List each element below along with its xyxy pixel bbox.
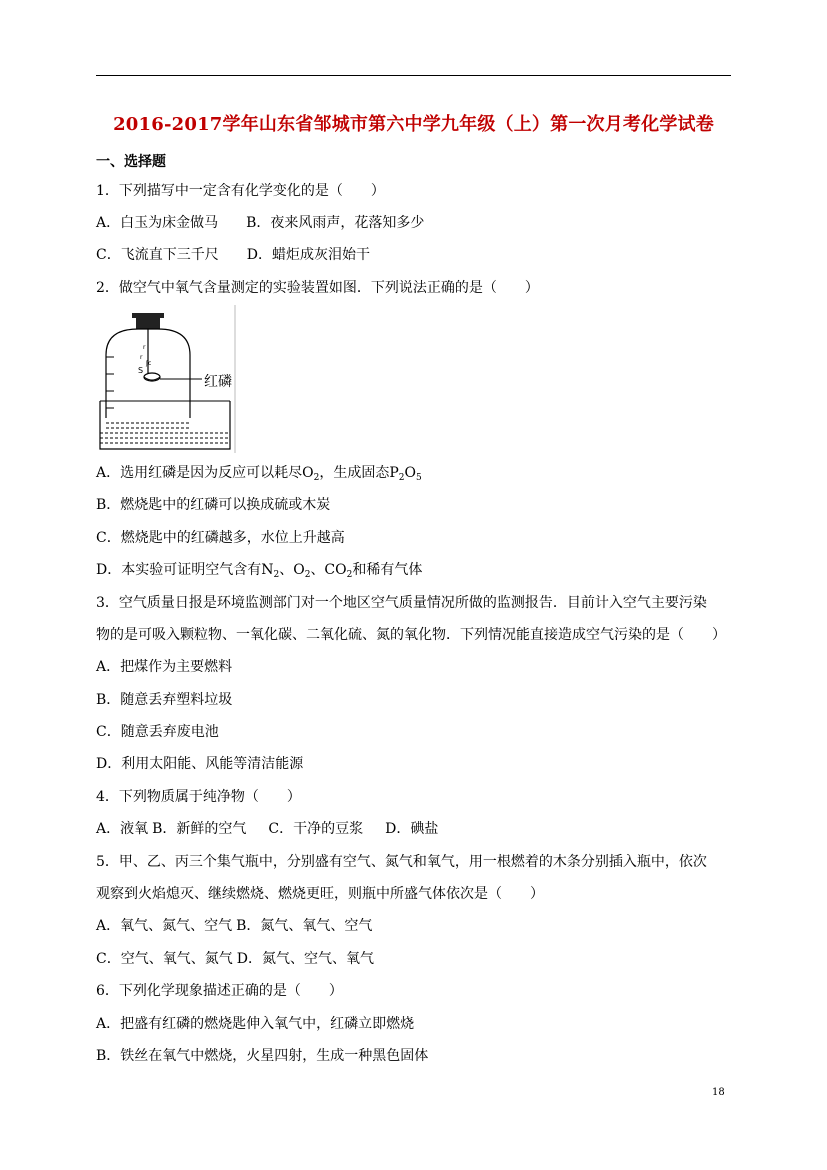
q6-stem: 6．下列化学现象描述正确的是（ ） bbox=[96, 983, 343, 999]
q3-option-d: D．利用太阳能、风能等清洁能源 bbox=[96, 756, 304, 772]
q4-option-a: A．液氧 bbox=[96, 821, 149, 837]
q1-options-ab bbox=[96, 214, 424, 232]
page-number: 18 bbox=[712, 1087, 725, 1098]
svg-text:ʃc: ʃc bbox=[146, 360, 152, 367]
q1-option-a: A．白玉为床金做马 bbox=[96, 215, 219, 231]
svg-text:r: r bbox=[140, 354, 143, 361]
q4-options bbox=[96, 820, 438, 838]
page-title: 2016-2017学年山东省邹城市第六中学九年级（上）第一次月考化学试卷 bbox=[113, 114, 714, 135]
svg-text:r: r bbox=[143, 344, 146, 351]
q5-options-ab bbox=[96, 917, 372, 935]
q5-stem-line1: 5．甲、乙、丙三个集气瓶中，分别盛有空气、氮气和氧气，用一根燃着的木条分别插入瓶中，依次 bbox=[96, 854, 707, 870]
q1-option-b: B．夜来风雨声，花落知多少 bbox=[246, 215, 425, 231]
q2-option-a: A．选用红磷是因为反应可以耗尽$O_2$，生成固态$P_2O_5$ bbox=[96, 465, 422, 483]
q4-option-b: B．新鲜的空气 bbox=[152, 821, 247, 837]
q5-options-cd bbox=[96, 950, 374, 968]
q3-stem-line2: 物的是可吸入颗粒物、一氧化碳、二氧化硫、氮的氧化物．下列情况能直接造成空气污染的是（ ） bbox=[96, 627, 726, 643]
q4-option-c: C．干净的豆浆 bbox=[268, 821, 364, 837]
q1-option-d: D．蜡炬成灰泪始干 bbox=[246, 247, 370, 263]
stopper-icon bbox=[136, 317, 160, 329]
red-phosphorus-label: 红磷 bbox=[204, 374, 232, 390]
q2-stem: 2．做空气中氧气含量测定的实验装置如图．下列说法正确的是（ ） bbox=[96, 280, 539, 296]
q5-option-d: D．氮气、空气、氧气 bbox=[236, 951, 374, 967]
header-rule bbox=[96, 75, 731, 76]
apparatus-figure bbox=[98, 303, 238, 455]
q1-options-cd bbox=[96, 246, 370, 264]
section-heading: 一、选择题 bbox=[96, 154, 166, 170]
q3-option-a: A．把煤作为主要燃料 bbox=[96, 659, 233, 675]
q3-option-c: C．随意丢弃废电池 bbox=[96, 724, 219, 740]
q1-option-c: C．飞流直下三千尺 bbox=[96, 247, 219, 263]
q3-stem-line1: 3．空气质量日报是环境监测部门对一个地区空气质量情况所做的监测报告．目前计入空气主要污染 bbox=[96, 595, 707, 611]
q5-option-a: A．氧气、氮气、空气 bbox=[96, 918, 233, 934]
q3-option-b: B．随意丢弃塑料垃圾 bbox=[96, 692, 233, 708]
q5-stem-line2: 观察到火焰熄灭、继续燃烧、燃烧更旺，则瓶中所盛气体依次是（ ） bbox=[96, 886, 544, 902]
q2-option-d: D．本实验可证明空气含有$N_2$、$O_2$、$CO_2$和稀有气体 bbox=[96, 562, 423, 580]
q4-option-d: D．碘盐 bbox=[385, 821, 439, 837]
q5-option-c: C．空气、氧气、氮气 bbox=[96, 951, 233, 967]
q6-option-b: B．铁丝在氧气中燃烧，火星四射，生成一种黑色固体 bbox=[96, 1048, 429, 1064]
water-trough-icon bbox=[100, 401, 230, 449]
q4-stem: 4．下列物质属于纯净物（ ） bbox=[96, 789, 301, 805]
q2-option-b: B．燃烧匙中的红磷可以换成硫或木炭 bbox=[96, 497, 331, 513]
svg-text:S: S bbox=[138, 366, 144, 375]
q2-option-c: C．燃烧匙中的红磷越多，水位上升越高 bbox=[96, 530, 345, 546]
q6-option-a: A．把盛有红磷的燃烧匙伸入氧气中，红磷立即燃烧 bbox=[96, 1016, 415, 1032]
q5-option-b: B．氮气、氧气、空气 bbox=[236, 918, 373, 934]
q1-stem: 1．下列描写中一定含有化学变化的是（ ） bbox=[96, 183, 385, 199]
